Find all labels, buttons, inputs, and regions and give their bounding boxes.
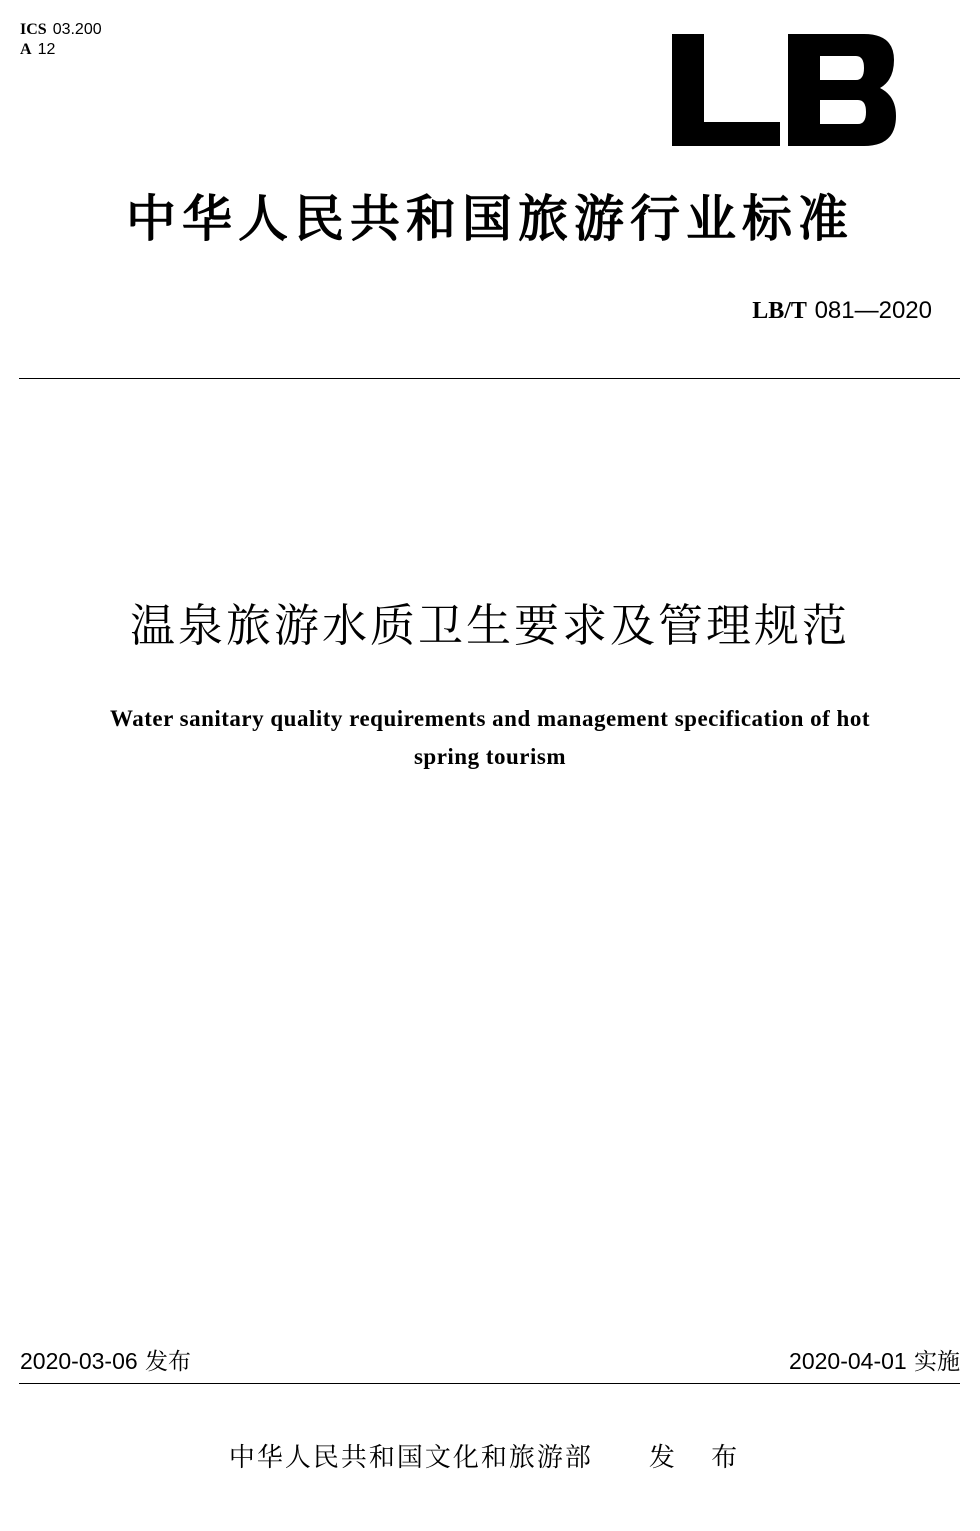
ccs-code	[20, 40, 102, 60]
ccs-value: 12	[37, 41, 56, 58]
ics-label: ICS	[20, 21, 47, 38]
publisher-name: 中华人民共和国文化和旅游部	[228, 1443, 593, 1473]
document-title-en	[60, 700, 920, 776]
standard-number	[752, 294, 932, 327]
standard-number-prefix: LB/T	[752, 298, 807, 324]
ccs-label: A	[20, 41, 32, 58]
ics-code	[20, 20, 102, 40]
implementation-date-block	[789, 1346, 960, 1377]
document-title-en-line2: spring tourism	[413, 744, 567, 769]
footer-divider	[19, 1383, 960, 1384]
lb-logo	[668, 30, 898, 152]
issue-date-block	[20, 1346, 191, 1377]
publisher-line	[0, 1438, 980, 1478]
document-title-en-line1: Water sanitary quality requirements and management specification of hot	[110, 706, 870, 731]
issue-label: 发布	[144, 1349, 191, 1375]
publisher-label: 发 布	[648, 1443, 752, 1473]
classification-codes	[20, 20, 102, 60]
implementation-label: 实施	[914, 1349, 960, 1375]
document-title-zh: 温泉旅游水质卫生要求及管理规范	[129, 599, 850, 652]
implementation-date: 2020-04-01	[789, 1348, 907, 1374]
issue-date: 2020-03-06	[20, 1348, 138, 1374]
standard-number-value: 081—2020	[814, 297, 932, 324]
header-divider	[19, 378, 960, 379]
ics-value: 03.200	[52, 21, 102, 38]
standard-category: 中华人民共和国旅游行业标准	[126, 190, 854, 248]
